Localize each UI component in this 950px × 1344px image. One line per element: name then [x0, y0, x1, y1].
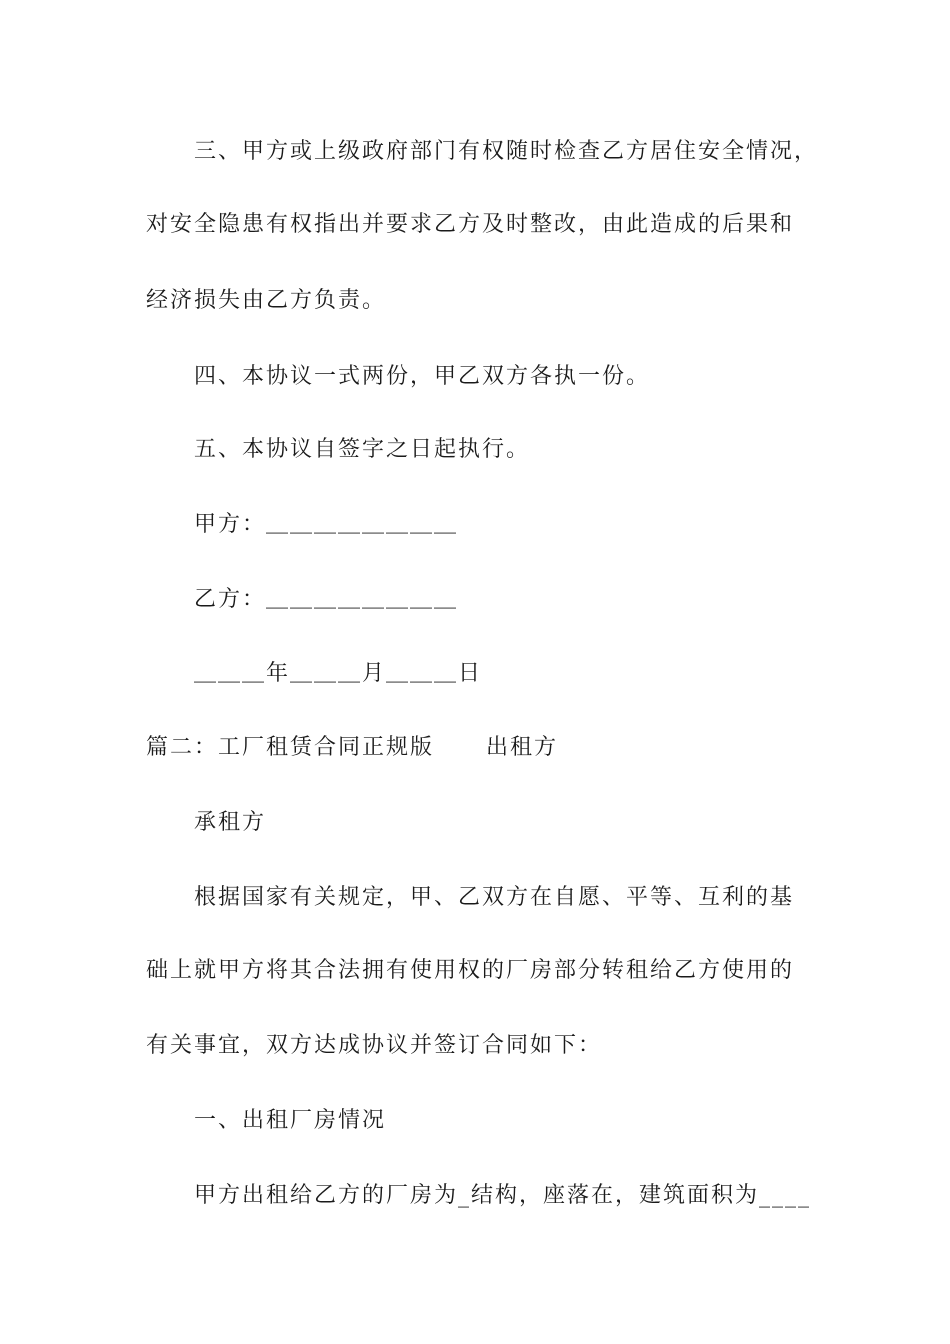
paragraph-clause-3-cont: 对安全隐患有权指出并要求乙方及时整改，由此造成的后果和: [146, 212, 795, 237]
lessee-label: 承租方: [194, 810, 267, 835]
paragraph-clause-4: 四、本协议一式两份，甲乙双方各执一份。: [194, 364, 651, 389]
paragraph-preamble-cont: 础上就甲方将其合法拥有使用权的厂房部分转租给乙方使用的: [146, 958, 795, 983]
section-title: 篇二：工厂租赁合同正规版: [146, 735, 435, 760]
paragraph-preamble: 根据国家有关规定，甲、乙双方在自愿、平等、互利的基: [194, 885, 795, 910]
signature-party-a: 甲方：＿＿＿＿＿＿＿＿: [194, 512, 459, 537]
paragraph-clause-3-end: 经济损失由乙方负责。: [146, 288, 387, 313]
signature-party-b: 乙方：＿＿＿＿＿＿＿＿: [194, 587, 459, 612]
signature-date: ＿＿＿年＿＿＿月＿＿＿日: [194, 661, 483, 686]
lessor-label: 出租方: [486, 735, 559, 760]
paragraph-section-1: 甲方出租给乙方的厂房为_结构，座落在，建筑面积为____: [194, 1183, 812, 1208]
paragraph-clause-3: 三、甲方或上级政府部门有权随时检查乙方居住安全情况，: [194, 139, 819, 164]
paragraph-preamble-end: 有关事宜，双方达成协议并签订合同如下：: [146, 1033, 603, 1058]
paragraph-clause-5: 五、本协议自签字之日起执行。: [194, 437, 531, 462]
section-1-heading: 一、出租厂房情况: [194, 1108, 387, 1133]
section-heading: [146, 733, 558, 763]
